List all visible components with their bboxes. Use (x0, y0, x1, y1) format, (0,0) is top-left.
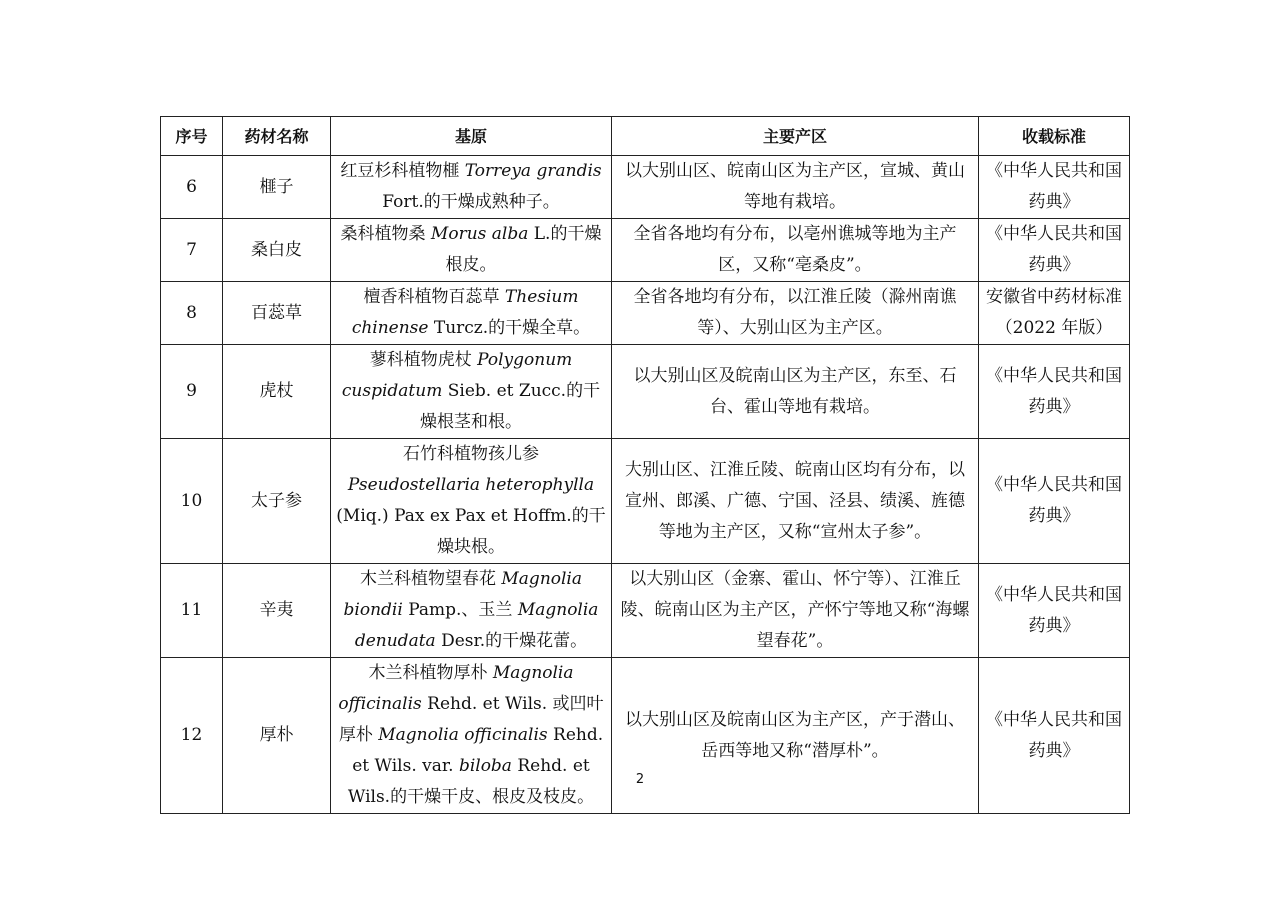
latin-name: Magnolia officinalis (338, 663, 574, 714)
origin-text: 石竹科植物孩儿参 (403, 444, 539, 464)
origin-text: Turcz.的干燥全草。 (428, 318, 591, 338)
table-row (161, 156, 1130, 219)
latin-name: Magnolia biondii (343, 569, 583, 620)
herb-name: 虎杖 (223, 345, 331, 439)
herb-origin (331, 282, 612, 345)
row-number: 8 (161, 282, 223, 345)
herb-name: 百蕊草 (223, 282, 331, 345)
herb-name: 榧子 (223, 156, 331, 219)
latin-name: biloba (458, 756, 512, 776)
herb-name: 辛夷 (223, 564, 331, 658)
herb-region: 以大别山区及皖南山区为主产区，产于潜山、岳西等地又称“潜厚朴”。 (612, 658, 979, 814)
table-row (161, 219, 1130, 282)
origin-text: Desr.的干燥花蕾。 (435, 631, 588, 651)
latin-name: Magnolia officinalis (378, 725, 548, 745)
row-number: 6 (161, 156, 223, 219)
herb-region: 全省各地均有分布，以亳州谯城等地为主产区，又称“亳桑皮”。 (612, 219, 979, 282)
latin-name: Pseudostellaria heterophylla (347, 475, 595, 495)
herb-name: 太子参 (223, 439, 331, 564)
table-row (161, 658, 1130, 814)
latin-name: Magnolia denudata (354, 600, 599, 651)
herb-origin (331, 219, 612, 282)
table-row (161, 282, 1130, 345)
col-header-herb-name: 药材名称 (223, 117, 331, 156)
herb-origin (331, 564, 612, 658)
row-number: 10 (161, 439, 223, 564)
herb-name: 厚朴 (223, 658, 331, 814)
latin-name: Polygonum cuspidatum (341, 350, 573, 401)
origin-text: Rehd. et Wils.的干燥干皮、根皮及枝皮。 (347, 756, 595, 807)
herb-name: 桑白皮 (223, 219, 331, 282)
col-header-region: 主要产区 (612, 117, 979, 156)
latin-name: Morus alba (430, 224, 529, 244)
herb-region: 以大别山区、皖南山区为主产区，宣城、黄山等地有栽培。 (612, 156, 979, 219)
herb-table (160, 116, 1130, 814)
origin-text: (Miq.) Pax ex Pax et Hoffm.的干燥块根。 (336, 506, 606, 557)
herb-standard: 《中华人民共和国药典》 (979, 439, 1130, 564)
latin-name: Thesium chinense (351, 287, 579, 338)
origin-text: Fort.的干燥成熟种子。 (382, 192, 560, 212)
origin-text: 檀香科植物百蕊草 (363, 287, 505, 307)
latin-name: Torreya grandis (464, 161, 602, 181)
origin-text: Sieb. et Zucc.的干燥根茎和根。 (420, 381, 601, 432)
herb-region: 大别山区、江淮丘陵、皖南山区均有分布，以宣州、郎溪、广德、宁国、泾县、绩溪、旌德等地为主产区，又称“宣州太子参”。 (612, 439, 979, 564)
page-number: 2 (635, 772, 645, 787)
col-header-number: 序号 (161, 117, 223, 156)
row-number: 9 (161, 345, 223, 439)
origin-text: 红豆杉科植物榧 (340, 161, 465, 181)
origin-text: Rehd. et Wils. 或凹叶厚朴 (338, 694, 604, 745)
origin-text: 木兰科植物厚朴 (368, 663, 493, 683)
col-header-origin: 基原 (331, 117, 612, 156)
herb-standard: 《中华人民共和国药典》 (979, 564, 1130, 658)
origin-text: L.的干燥根皮。 (445, 224, 602, 275)
herb-standard: 《中华人民共和国药典》 (979, 345, 1130, 439)
origin-text: Rehd. et Wils. var. (352, 725, 604, 776)
herb-standard: 《中华人民共和国药典》 (979, 156, 1130, 219)
herb-origin (331, 439, 612, 564)
herb-standard: 《中华人民共和国药典》 (979, 219, 1130, 282)
herb-origin (331, 658, 612, 814)
origin-text: Pamp.、玉兰 (402, 600, 518, 620)
table-row (161, 564, 1130, 658)
herb-standard: 安徽省中药材标准（2022 年版） (979, 282, 1130, 345)
table-row (161, 345, 1130, 439)
row-number: 7 (161, 219, 223, 282)
row-number: 11 (161, 564, 223, 658)
herb-standard: 《中华人民共和国药典》 (979, 658, 1130, 814)
herb-origin (331, 156, 612, 219)
table-row (161, 439, 1130, 564)
col-header-standard: 收载标准 (979, 117, 1130, 156)
origin-text: 蓼科植物虎杖 (369, 350, 478, 370)
herb-region: 以大别山区及皖南山区为主产区，东至、石台、霍山等地有栽培。 (612, 345, 979, 439)
herb-region: 全省各地均有分布，以江淮丘陵（滁州南谯等）、大别山区为主产区。 (612, 282, 979, 345)
origin-text: 木兰科植物望春花 (359, 569, 502, 589)
herb-origin (331, 345, 612, 439)
origin-text: 桑科植物桑 (340, 224, 431, 244)
herb-region: 以大别山区（金寨、霍山、怀宁等）、江淮丘陵、皖南山区为主产区，产怀宁等地又称“海螺望春花”。 (612, 564, 979, 658)
table-header-row (161, 117, 1130, 156)
row-number: 12 (161, 658, 223, 814)
